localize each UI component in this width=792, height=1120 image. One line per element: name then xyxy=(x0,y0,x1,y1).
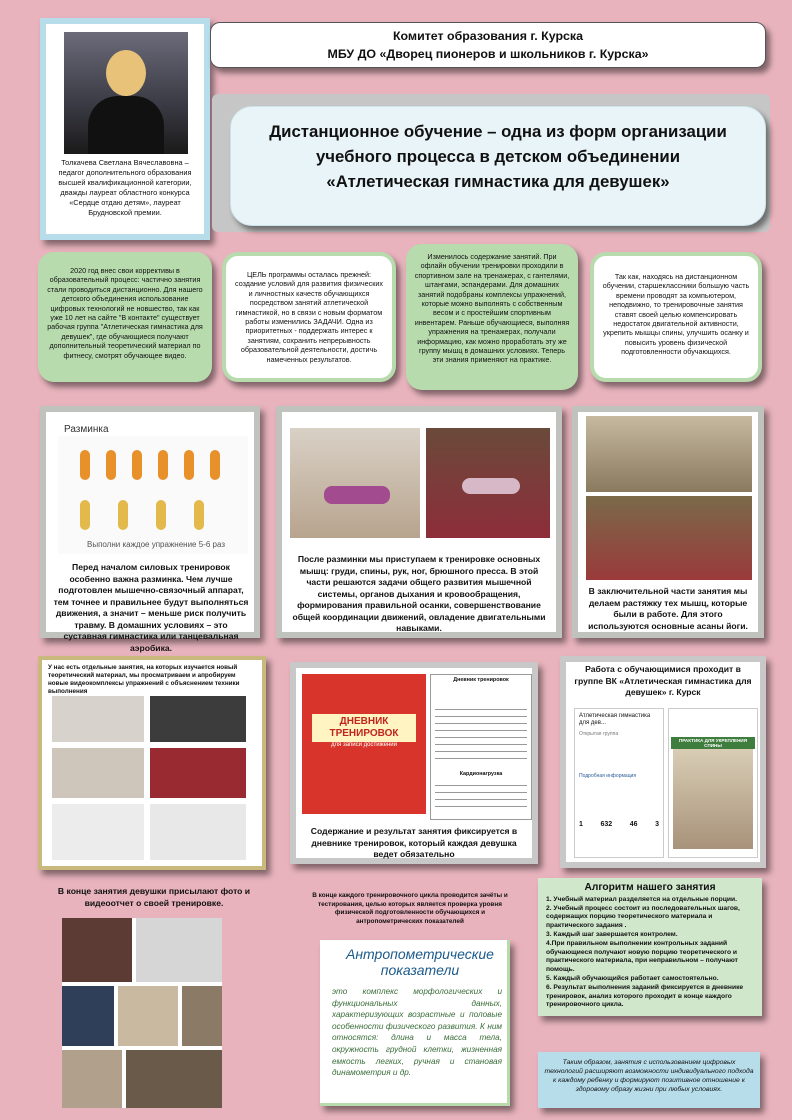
diary-caption: Содержание и результат занятия фиксируется в дневнике тренировок, который каждая девушка ведет обязательно xyxy=(310,826,518,859)
teacher-desc: педагог дополнительного образования высшей квалификационной категории, дважды лауреат областного конкурса «Сердце отдаю детям», лауреат Брудновской премии. xyxy=(58,168,192,217)
intro-box-2 xyxy=(222,252,396,382)
warmup-exercises-image xyxy=(58,436,248,554)
committee-header xyxy=(210,22,766,68)
vk-stat-1: 1 xyxy=(579,821,583,828)
intro-box-4 xyxy=(590,252,762,382)
committee-line1: Комитет образования г. Курска xyxy=(392,29,584,43)
diary-panel xyxy=(290,662,538,864)
vk-stat-2: 632 xyxy=(600,821,613,828)
vk-post-title: ПРАКТИКА ДЛЯ УКРЕПЛЕНИЯ СПИНЫ xyxy=(671,737,755,749)
video-photo-1 xyxy=(52,696,144,742)
vk-group-screen xyxy=(574,708,664,858)
anthro-intro: В конце каждого тренировочного цикла проводится зачёты и тестирования, целью которых является проверка уровня физической подготовленности обучающихся и антропометрических показателей xyxy=(312,892,508,925)
video-photo-4 xyxy=(150,748,246,798)
anthro-card xyxy=(320,940,510,1106)
intro-text-4: Так как, находясь на дистанционном обучении, старшеклассники большую часть времени проводят за компьютером, неподвижно, то тренировочные занятия ставят своей целью компенсировать недостаток двигательной активности, укрепить мышцы спины, улучшить осанку и повысить уровень физической подготовленности обучающихся. xyxy=(602,272,750,357)
algorithm-box xyxy=(538,878,762,1016)
stretch-panel xyxy=(572,406,764,638)
stretch-photo-2 xyxy=(586,496,752,580)
strength-caption: После разминки мы приступаем к тренировке основных мышц: груди, спины, рук, ног, брюшного пресса. В этой части решаются задачи общего развития мышечной системы, органов дыхания и кровообращения, формирования правильной осанки, совершенствование общей координации движений, овладение двигательными навыками. xyxy=(292,554,546,633)
warmup-panel xyxy=(40,406,260,653)
conclusion-box xyxy=(538,1052,760,1108)
diary-sheet-title: Дневник тренировок xyxy=(453,677,509,683)
vk-caption: Работа с обучающимися проходит в группе ВК «Атлетическая гимнастика для девушек» г. Курск xyxy=(574,664,752,697)
stretch-caption: В заключительной части занятия мы делаем растяжку тех мышц, которые были в работе. Для этого используются основные асаны йоги. xyxy=(588,586,748,631)
anthro-text: это комплекс морфологических и функциональных данных, характеризующих возрастные и половые особенности физического развития. К ним относятся: длина и масса тела, окружность грудной клетки, жизненная емкость легких, ручная и становая динамометрия и др. xyxy=(332,987,502,1078)
diary-sheet xyxy=(430,674,532,820)
report-photo-5 xyxy=(182,986,222,1046)
video-photo-2 xyxy=(150,696,246,742)
anthro-title: Антропометрические показатели xyxy=(346,946,494,978)
photo-report-caption: В конце занятия девушки присылают фото и видеоотчет о своей тренировке. xyxy=(57,886,251,908)
title-line2: учебного процесса в детском объединении xyxy=(315,147,681,166)
page-title xyxy=(230,106,766,226)
strength-photo-2 xyxy=(426,428,550,538)
video-panel xyxy=(38,656,266,870)
title-line3: «Атлетическая гимнастика для девушек» xyxy=(326,172,670,191)
stretch-photo-1 xyxy=(586,416,752,492)
diary-cover-sub: для записи достижений xyxy=(331,742,397,748)
vk-stat-3: 46 xyxy=(629,821,638,828)
algorithm-item-4: 4.При правильном выполнении контрольных заданий обучающиеся получают новую порцию теоретического и практического материала, при неправильном – получают помощь. xyxy=(546,939,738,974)
report-photo-4 xyxy=(118,986,178,1046)
vk-post-screen xyxy=(668,708,758,858)
diary-sheet-section: Кардионагрузка xyxy=(459,771,503,777)
video-photo-5 xyxy=(52,804,144,860)
vk-stat-4: 3 xyxy=(655,821,659,828)
title-line1: Дистанционное обучение – одна из форм организации xyxy=(269,122,727,141)
warmup-label: Разминка xyxy=(64,424,109,435)
intro-text-2: ЦЕЛЬ программы осталась прежней: создание условий для развития физических и личностных качеств обучающихся посредством занятий атлетической гимнастикой, но в связи с новым форматом работы изменились ЗАДАЧИ. Одна из приоритетных - поддержать интерес к занятиям, сохранить непрерывность образовательной деятельности, достичь намеченных результатов. xyxy=(235,270,383,364)
conclusion-text: Таким образом, занятия с использованием цифровых технологий расширяют возможности индивидуального подхода к каждому ребенку и формируют позитивное отношение к здоровому образу жизни при любых условиях. xyxy=(544,1059,754,1093)
algorithm-item-3: 3. Каждый шаг завершается контролем. xyxy=(546,930,678,938)
report-photo-7 xyxy=(126,1050,222,1108)
teacher-info xyxy=(52,158,198,218)
intro-box-1 xyxy=(38,252,212,382)
report-photo-2 xyxy=(136,918,222,982)
committee-line2: МБУ ДО «Дворец пионеров и школьников г. Курска» xyxy=(327,47,649,61)
intro-box-3 xyxy=(406,244,578,390)
warmup-caption: Перед началом силовых тренировок особенно важна разминка. Чем лучше подготовлен мышечно-связочный аппарат, тем точнее и правильнее будут выполняться движения, а значит – меньше риск получить травму. В домашних условиях – это суставная гимнастика или танцевальная аэробика. xyxy=(53,562,249,653)
diary-cover xyxy=(302,674,426,814)
teacher-photo xyxy=(64,32,188,154)
video-caption: У нас есть отдельные занятия, на которых изучается новый теоретический материал, мы просматриваем и апробируем новые видеокомплексы упражнений с объяснением техники выполнения xyxy=(48,664,240,695)
photo-report-collage xyxy=(62,918,222,1108)
report-photo-3 xyxy=(62,986,114,1046)
vk-stats xyxy=(579,821,659,828)
video-photo-3 xyxy=(52,748,144,798)
algorithm-item-6: 6. Результат выполнения заданий фиксируется в дневнике тренировок, анализ которого проходит в конце каждого тренировочного цикла. xyxy=(546,983,744,1009)
teacher-name: Толкачева Светлана Вячеславовна – xyxy=(61,158,189,167)
intro-text-1: 2020 год внес свои коррективы в образовательный процесс: частично занятия стали проводиться дистанционно. Для нашего детского объединения использование цифровых технологий не новшество, так как уже 10 лет на сайте "В контакте" существует рабочая группа "Атлетическая гимнастика для девушек", где обучающиеся получают дополнительный теоретический материал по фитнесу, смотрят обучающее видео. xyxy=(47,266,203,360)
vk-open-group: Открытая группа xyxy=(579,731,619,737)
vk-panel xyxy=(560,656,766,868)
vk-group-name: Атлетическая гимнастика для дев... xyxy=(579,713,651,726)
strength-photo-1 xyxy=(290,428,420,538)
algorithm-item-1: 1. Учебный материал разделяется на отдельные порции. xyxy=(546,895,737,903)
algorithm-title: Алгоритм нашего занятия xyxy=(584,882,716,893)
algorithm-item-2: 2. Учебный процесс состоит из последовательных шагов, содержащих порцию теоретического материала и практического задания . xyxy=(546,904,740,930)
video-photo-6 xyxy=(150,804,246,860)
warmup-image-caption: Выполни каждое упражнение 5-6 раз xyxy=(86,540,225,549)
algorithm-item-5: 5. Каждый обучающийся работает самостоятельно. xyxy=(546,974,719,982)
teacher-card xyxy=(40,18,210,240)
strength-panel xyxy=(276,406,562,638)
diary-cover-title: ДНЕВНИК ТРЕНИРОВОК xyxy=(312,714,416,742)
intro-text-3: Изменилось содержание занятий. При офлайн обучении тренировки проходили в спортивном зале на тренажерах, с гантелями, штангами, эспандерами. Для домашних занятий подобраны комплексы упражнений, которые можно выполнять с собственным весом и с простейшим спортивным инвентарем. Раньше обучающиеся, выполняя упражнения на тренажерах, получали информацию, как можно проработать эту же группу мышц в домашних условиях. Теперь эти знания применяют на практике. xyxy=(414,252,570,365)
vk-detail-info[interactable]: Подробная информация xyxy=(579,773,637,779)
report-photo-1 xyxy=(62,918,132,982)
report-photo-6 xyxy=(62,1050,122,1108)
